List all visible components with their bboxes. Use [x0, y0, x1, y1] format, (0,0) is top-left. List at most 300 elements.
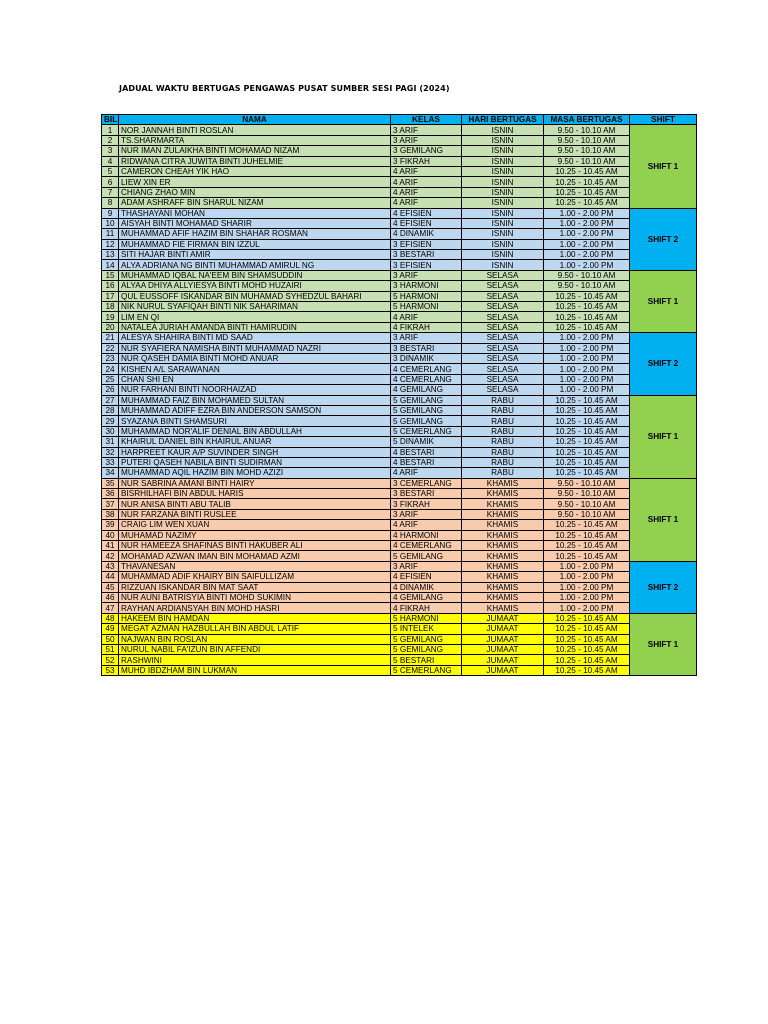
- student-name: NATALEA JURIAH AMANDA BINTI HAMIRUDIN: [119, 322, 391, 332]
- student-name: CHAN SHI EN: [119, 374, 391, 384]
- class-name: 3 BESTARI: [391, 250, 462, 260]
- column-header-masa: MASA BERTUGAS: [544, 115, 630, 125]
- student-name: KISHEN A/L SARAWANAN: [119, 364, 391, 374]
- table-row: [102, 198, 697, 208]
- class-name: 5 GEMILANG: [391, 644, 462, 654]
- class-name: 5 CEMERLANG: [391, 426, 462, 436]
- shift-label: SHIFT 1: [630, 478, 697, 561]
- student-name: MUHD IBDZHAM BIN LUKMAN: [119, 665, 391, 675]
- duty-roster-table: [101, 114, 697, 676]
- table-row: [102, 592, 697, 602]
- student-name: HAKEEM BIN HAMDAN: [119, 613, 391, 623]
- table-row: [102, 166, 697, 176]
- duty-day: KHAMIS: [462, 572, 544, 582]
- duty-time: 1.00 - 2.00 PM: [544, 208, 630, 218]
- duty-time: 10.25 - 10.45 AM: [544, 613, 630, 623]
- class-name: 5 CEMERLANG: [391, 665, 462, 675]
- class-name: 4 CEMERLANG: [391, 541, 462, 551]
- table-row: [102, 624, 697, 634]
- class-name: 4 ARIF: [391, 520, 462, 530]
- duty-day: ISNIN: [462, 260, 544, 270]
- student-name: NIK NURUL SYAFIQAH BINTI NIK SAHARIMAN: [119, 302, 391, 312]
- table-row: [102, 281, 697, 291]
- class-name: 5 GEMILANG: [391, 395, 462, 405]
- table-row: [102, 437, 697, 447]
- student-name: MOHAMAD AZWAN IMAN BIN MOHAMAD AZMI: [119, 551, 391, 561]
- duty-time: 10.25 - 10.45 AM: [544, 302, 630, 312]
- duty-day: KHAMIS: [462, 530, 544, 540]
- row-number: 33: [102, 457, 119, 467]
- student-name: NUR ANISA BINTI ABU TALIB: [119, 499, 391, 509]
- student-name: MUHAMMAD FAIZ BIN MOHAMED SULTAN: [119, 395, 391, 405]
- duty-day: KHAMIS: [462, 509, 544, 519]
- duty-time: 1.00 - 2.00 PM: [544, 260, 630, 270]
- class-name: 3 EFISIEN: [391, 239, 462, 249]
- shift-label: SHIFT 1: [630, 270, 697, 332]
- page-title: JADUAL WAKTU BERTUGAS PENGAWAS PUSAT SUMBER SESI PAGI (2024): [119, 84, 450, 93]
- class-name: 3 ARIF: [391, 270, 462, 280]
- row-number: 18: [102, 302, 119, 312]
- class-name: 3 ARIF: [391, 509, 462, 519]
- row-number: 50: [102, 634, 119, 644]
- table-row: [102, 520, 697, 530]
- duty-time: 10.25 - 10.45 AM: [544, 312, 630, 322]
- duty-day: JUMAAT: [462, 624, 544, 634]
- duty-day: JUMAAT: [462, 655, 544, 665]
- table-row: [102, 489, 697, 499]
- table-body: [102, 125, 697, 676]
- duty-time: 9.50 - 10.10 AM: [544, 281, 630, 291]
- student-name: THAVANESAN: [119, 561, 391, 571]
- row-number: 44: [102, 572, 119, 582]
- class-name: 4 GEMILANG: [391, 592, 462, 602]
- row-number: 19: [102, 312, 119, 322]
- duty-time: 1.00 - 2.00 PM: [544, 582, 630, 592]
- duty-time: 10.25 - 10.45 AM: [544, 166, 630, 176]
- class-name: 4 HARMONI: [391, 530, 462, 540]
- duty-day: SELASA: [462, 333, 544, 343]
- table-row: [102, 385, 697, 395]
- table-row: [102, 146, 697, 156]
- table-row: [102, 468, 697, 478]
- table-row: [102, 312, 697, 322]
- class-name: 4 ARIF: [391, 177, 462, 187]
- class-name: 4 ARIF: [391, 312, 462, 322]
- duty-time: 10.25 - 10.45 AM: [544, 665, 630, 675]
- student-name: MUHAMMAD ADIF KHAIRY BIN SAIFULLIZAM: [119, 572, 391, 582]
- class-name: 4 CEMERLANG: [391, 374, 462, 384]
- duty-time: 9.50 - 10.10 AM: [544, 125, 630, 135]
- class-name: 3 ARIF: [391, 135, 462, 145]
- duty-day: RABU: [462, 437, 544, 447]
- student-name: PUTERI QASEH NABILA BINTI SUDIRMAN: [119, 457, 391, 467]
- duty-time: 10.25 - 10.45 AM: [544, 447, 630, 457]
- class-name: 4 FIKRAH: [391, 322, 462, 332]
- row-number: 3: [102, 146, 119, 156]
- row-number: 32: [102, 447, 119, 457]
- duty-time: 10.25 - 10.45 AM: [544, 530, 630, 540]
- duty-day: ISNIN: [462, 187, 544, 197]
- duty-day: ISNIN: [462, 156, 544, 166]
- duty-time: 10.25 - 10.45 AM: [544, 395, 630, 405]
- student-name: RIZZUAN ISKANDAR BIN MAT SAAT: [119, 582, 391, 592]
- row-number: 14: [102, 260, 119, 270]
- student-name: CAMERON CHEAH YIK HAO: [119, 166, 391, 176]
- row-number: 26: [102, 385, 119, 395]
- duty-day: JUMAAT: [462, 665, 544, 675]
- class-name: 4 EFISIEN: [391, 218, 462, 228]
- row-number: 10: [102, 218, 119, 228]
- duty-day: KHAMIS: [462, 541, 544, 551]
- shift-label: SHIFT 2: [630, 561, 697, 613]
- row-number: 52: [102, 655, 119, 665]
- duty-day: ISNIN: [462, 135, 544, 145]
- class-name: 5 GEMILANG: [391, 551, 462, 561]
- table-row: [102, 603, 697, 613]
- duty-time: 1.00 - 2.00 PM: [544, 250, 630, 260]
- row-number: 13: [102, 250, 119, 260]
- duty-day: ISNIN: [462, 198, 544, 208]
- duty-day: SELASA: [462, 364, 544, 374]
- class-name: 3 HARMONI: [391, 281, 462, 291]
- class-name: 5 HARMONI: [391, 613, 462, 623]
- class-name: 5 DINAMIK: [391, 437, 462, 447]
- class-name: 4 ARIF: [391, 187, 462, 197]
- class-name: 4 EFISIEN: [391, 572, 462, 582]
- duty-day: KHAMIS: [462, 561, 544, 571]
- duty-time: 10.25 - 10.45 AM: [544, 187, 630, 197]
- student-name: NUR AUNI BATRISYIA BINTI MOHD SUKIMIN: [119, 592, 391, 602]
- table-row: [102, 187, 697, 197]
- duty-day: JUMAAT: [462, 634, 544, 644]
- duty-time: 9.50 - 10.10 AM: [544, 146, 630, 156]
- duty-time: 9.50 - 10.10 AM: [544, 270, 630, 280]
- column-header-nama: NAMA: [119, 115, 391, 125]
- duty-day: RABU: [462, 426, 544, 436]
- student-name: NUR SYAFIERA NAMISHA BINTI MUHAMMAD NAZRI: [119, 343, 391, 353]
- duty-time: 9.50 - 10.10 AM: [544, 509, 630, 519]
- duty-time: 10.25 - 10.45 AM: [544, 624, 630, 634]
- duty-time: 1.00 - 2.00 PM: [544, 603, 630, 613]
- table-row: [102, 364, 697, 374]
- duty-day: ISNIN: [462, 125, 544, 135]
- student-name: KHAIRUL DANIEL BIN KHAIRUL ANUAR: [119, 437, 391, 447]
- row-number: 9: [102, 208, 119, 218]
- duty-day: KHAMIS: [462, 520, 544, 530]
- table-row: [102, 218, 697, 228]
- row-number: 39: [102, 520, 119, 530]
- row-number: 12: [102, 239, 119, 249]
- table-row: [102, 530, 697, 540]
- duty-day: RABU: [462, 468, 544, 478]
- duty-day: RABU: [462, 405, 544, 415]
- table-row: [102, 499, 697, 509]
- class-name: 4 CEMERLANG: [391, 364, 462, 374]
- row-number: 37: [102, 499, 119, 509]
- class-name: 4 EFISIEN: [391, 208, 462, 218]
- class-name: 3 EFISIEN: [391, 260, 462, 270]
- table-row: [102, 395, 697, 405]
- row-number: 47: [102, 603, 119, 613]
- duty-time: 10.25 - 10.45 AM: [544, 541, 630, 551]
- duty-time: 1.00 - 2.00 PM: [544, 333, 630, 343]
- student-name: NUR FARHANI BINTI NOORHAIZAD: [119, 385, 391, 395]
- student-name: SITI HAJAR BINTI AMIR: [119, 250, 391, 260]
- table-row: [102, 644, 697, 654]
- duty-time: 1.00 - 2.00 PM: [544, 239, 630, 249]
- class-name: 5 GEMILANG: [391, 405, 462, 415]
- row-number: 38: [102, 509, 119, 519]
- table-row: [102, 229, 697, 239]
- row-number: 53: [102, 665, 119, 675]
- student-name: MUHAMMAD IQBAL NA'EEM BIN SHAMSUDDIN: [119, 270, 391, 280]
- class-name: 5 HARMONI: [391, 291, 462, 301]
- table-row: [102, 541, 697, 551]
- student-name: HARPREET KAUR A/P SUVINDER SINGH: [119, 447, 391, 457]
- duty-time: 1.00 - 2.00 PM: [544, 229, 630, 239]
- table-row: [102, 322, 697, 332]
- student-name: RASHWINI: [119, 655, 391, 665]
- student-name: MEGAT AZMAN HAZBULLAH BIN ABDUL LATIF: [119, 624, 391, 634]
- table-row: [102, 561, 697, 571]
- duty-time: 10.25 - 10.45 AM: [544, 655, 630, 665]
- duty-day: ISNIN: [462, 218, 544, 228]
- table-row: [102, 239, 697, 249]
- duty-time: 9.50 - 10.10 AM: [544, 499, 630, 509]
- row-number: 16: [102, 281, 119, 291]
- duty-day: SELASA: [462, 385, 544, 395]
- duty-time: 10.25 - 10.45 AM: [544, 291, 630, 301]
- duty-time: 1.00 - 2.00 PM: [544, 592, 630, 602]
- class-name: 4 ARIF: [391, 198, 462, 208]
- student-name: ALYAA DHIYA ALLYIESYA BINTI MOHD HUZAIRI: [119, 281, 391, 291]
- student-name: MUHAMMAD AQIL HAZIM BIN MOHD AZIZI: [119, 468, 391, 478]
- student-name: ALESYA SHAHIRA BINTI MD SAAD: [119, 333, 391, 343]
- duty-time: 10.25 - 10.45 AM: [544, 198, 630, 208]
- student-name: LIM EN QI: [119, 312, 391, 322]
- row-number: 17: [102, 291, 119, 301]
- duty-day: ISNIN: [462, 208, 544, 218]
- duty-day: ISNIN: [462, 250, 544, 260]
- table-row: [102, 260, 697, 270]
- student-name: CRAIG LIM WEN XUAN: [119, 520, 391, 530]
- class-name: 3 BESTARI: [391, 343, 462, 353]
- duty-day: SELASA: [462, 343, 544, 353]
- duty-time: 1.00 - 2.00 PM: [544, 364, 630, 374]
- shift-label: SHIFT 2: [630, 208, 697, 270]
- student-name: NOR JANNAH BINTI ROSLAN: [119, 125, 391, 135]
- table-row: [102, 343, 697, 353]
- class-name: 4 DINAMIK: [391, 229, 462, 239]
- class-name: 4 BESTARI: [391, 447, 462, 457]
- class-name: 4 ARIF: [391, 468, 462, 478]
- duty-day: KHAMIS: [462, 603, 544, 613]
- column-header-shift: SHIFT: [630, 115, 697, 125]
- duty-time: 10.25 - 10.45 AM: [544, 520, 630, 530]
- duty-time: 1.00 - 2.00 PM: [544, 374, 630, 384]
- class-name: 5 BESTARI: [391, 655, 462, 665]
- duty-time: 1.00 - 2.00 PM: [544, 385, 630, 395]
- class-name: 3 GEMILANG: [391, 146, 462, 156]
- row-number: 28: [102, 405, 119, 415]
- class-name: 5 GEMILANG: [391, 634, 462, 644]
- student-name: MUHAMAD NAZIMY: [119, 530, 391, 540]
- student-name: MUHAMMAD FIE FIRMAN BIN IZZUL: [119, 239, 391, 249]
- row-number: 21: [102, 333, 119, 343]
- table-row: [102, 634, 697, 644]
- duty-time: 1.00 - 2.00 PM: [544, 561, 630, 571]
- column-header-kelas: KELAS: [391, 115, 462, 125]
- duty-time: 9.50 - 10.10 AM: [544, 135, 630, 145]
- student-name: MUHAMMAD ADIFF EZRA BIN ANDERSON SAMSON: [119, 405, 391, 415]
- duty-time: 1.00 - 2.00 PM: [544, 572, 630, 582]
- student-name: NURUL NABIL FA'IZUN BIN AFFENDI: [119, 644, 391, 654]
- student-name: CHIANG ZHAO MIN: [119, 187, 391, 197]
- shift-label: SHIFT 2: [630, 333, 697, 395]
- row-number: 29: [102, 416, 119, 426]
- duty-time: 10.25 - 10.45 AM: [544, 405, 630, 415]
- duty-time: 9.50 - 10.10 AM: [544, 489, 630, 499]
- table-row: [102, 613, 697, 623]
- duty-day: KHAMIS: [462, 499, 544, 509]
- row-number: 36: [102, 489, 119, 499]
- class-name: 3 BESTARI: [391, 489, 462, 499]
- table-row: [102, 302, 697, 312]
- duty-time: 10.25 - 10.45 AM: [544, 551, 630, 561]
- row-number: 11: [102, 229, 119, 239]
- class-name: 4 FIKRAH: [391, 603, 462, 613]
- duty-day: ISNIN: [462, 229, 544, 239]
- class-name: 4 ARIF: [391, 166, 462, 176]
- duty-day: KHAMIS: [462, 478, 544, 488]
- table-row: [102, 416, 697, 426]
- student-name: THASHAYANI MOHAN: [119, 208, 391, 218]
- shift-label: SHIFT 1: [630, 125, 697, 208]
- table-row: [102, 333, 697, 343]
- duty-time: 10.25 - 10.45 AM: [544, 416, 630, 426]
- duty-time: 9.50 - 10.10 AM: [544, 156, 630, 166]
- row-number: 48: [102, 613, 119, 623]
- row-number: 30: [102, 426, 119, 436]
- duty-day: ISNIN: [462, 177, 544, 187]
- row-number: 31: [102, 437, 119, 447]
- row-number: 45: [102, 582, 119, 592]
- row-number: 1: [102, 125, 119, 135]
- table-row: [102, 655, 697, 665]
- row-number: 2: [102, 135, 119, 145]
- table-row: [102, 551, 697, 561]
- row-number: 15: [102, 270, 119, 280]
- row-number: 51: [102, 644, 119, 654]
- duty-day: SELASA: [462, 322, 544, 332]
- duty-day: ISNIN: [462, 166, 544, 176]
- student-name: AISYAH BINTI MOHAMAD SHARIR: [119, 218, 391, 228]
- row-number: 6: [102, 177, 119, 187]
- duty-time: 10.25 - 10.45 AM: [544, 644, 630, 654]
- row-number: 40: [102, 530, 119, 540]
- duty-day: RABU: [462, 457, 544, 467]
- table-row: [102, 125, 697, 135]
- duty-day: SELASA: [462, 353, 544, 363]
- duty-day: SELASA: [462, 374, 544, 384]
- class-name: 3 DINAMIK: [391, 353, 462, 363]
- student-name: SYAZANA BINTI SHAMSURI: [119, 416, 391, 426]
- table-row: [102, 665, 697, 675]
- row-number: 23: [102, 353, 119, 363]
- duty-day: SELASA: [462, 270, 544, 280]
- duty-time: 9.50 - 10.10 AM: [544, 478, 630, 488]
- class-name: 5 HARMONI: [391, 302, 462, 312]
- class-name: 3 FIKRAH: [391, 499, 462, 509]
- class-name: 3 ARIF: [391, 333, 462, 343]
- table-row: [102, 457, 697, 467]
- class-name: 5 GEMILANG: [391, 416, 462, 426]
- table-row: [102, 509, 697, 519]
- row-number: 24: [102, 364, 119, 374]
- row-number: 8: [102, 198, 119, 208]
- duty-time: 10.25 - 10.45 AM: [544, 177, 630, 187]
- duty-time: 10.25 - 10.45 AM: [544, 322, 630, 332]
- row-number: 20: [102, 322, 119, 332]
- student-name: NUR HAMEEZA SHAFINAS BINTI HAKUBER ALI: [119, 541, 391, 551]
- table-row: [102, 353, 697, 363]
- duty-time: 1.00 - 2.00 PM: [544, 353, 630, 363]
- student-name: NUR SABRINA AMANI BINTI HAIRY: [119, 478, 391, 488]
- student-name: LIEW XIN ER: [119, 177, 391, 187]
- column-header-bil: BIL: [102, 115, 119, 125]
- duty-day: ISNIN: [462, 239, 544, 249]
- row-number: 43: [102, 561, 119, 571]
- class-name: 3 ARIF: [391, 561, 462, 571]
- row-number: 7: [102, 187, 119, 197]
- class-name: 3 FIKRAH: [391, 156, 462, 166]
- table-row: [102, 208, 697, 218]
- duty-day: SELASA: [462, 281, 544, 291]
- table-row: [102, 374, 697, 384]
- row-number: 46: [102, 592, 119, 602]
- student-name: ADAM ASHRAFF BIN SHARUL NIZAM: [119, 198, 391, 208]
- student-name: NAJWAN BIN ROSLAN: [119, 634, 391, 644]
- class-name: 5 INTELEK: [391, 624, 462, 634]
- row-number: 25: [102, 374, 119, 384]
- row-number: 41: [102, 541, 119, 551]
- table-row: [102, 270, 697, 280]
- student-name: RIDWANA CITRA JUWITA BINTI JUHELMIE: [119, 156, 391, 166]
- table-row: [102, 478, 697, 488]
- duty-day: SELASA: [462, 291, 544, 301]
- student-name: TS.SHARMARTA: [119, 135, 391, 145]
- table-row: [102, 572, 697, 582]
- table-row: [102, 447, 697, 457]
- student-name: NUR IMAN ZULAIKHA BINTI MOHAMAD NIZAM: [119, 146, 391, 156]
- class-name: 4 DINAMIK: [391, 582, 462, 592]
- row-number: 4: [102, 156, 119, 166]
- duty-time: 1.00 - 2.00 PM: [544, 218, 630, 228]
- duty-day: JUMAAT: [462, 613, 544, 623]
- duty-time: 10.25 - 10.45 AM: [544, 634, 630, 644]
- column-header-hari: HARI BERTUGAS: [462, 115, 544, 125]
- duty-time: 10.25 - 10.45 AM: [544, 468, 630, 478]
- row-number: 34: [102, 468, 119, 478]
- shift-label: SHIFT 1: [630, 613, 697, 675]
- table-row: [102, 405, 697, 415]
- table-row: [102, 426, 697, 436]
- row-number: 49: [102, 624, 119, 634]
- class-name: 4 BESTARI: [391, 457, 462, 467]
- student-name: QUL EUSSOFF ISKANDAR BIN MUHAMAD SYHEDZUL BAHARI: [119, 291, 391, 301]
- duty-day: RABU: [462, 447, 544, 457]
- class-name: 3 ARIF: [391, 125, 462, 135]
